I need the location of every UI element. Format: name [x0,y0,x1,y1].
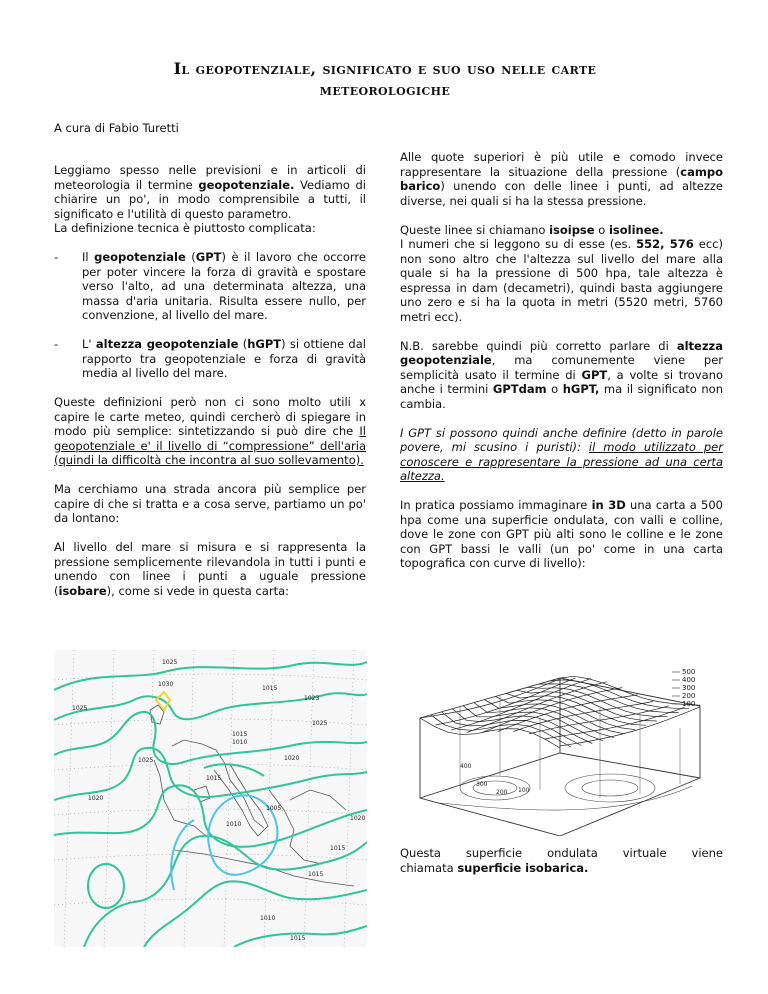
p3-gpt: GPT [581,367,608,382]
isobar-label: 1015 [262,685,278,692]
nb-paragraph [400,339,723,412]
isobar-label: 1020 [350,815,366,822]
isobar-map [54,650,367,947]
left-column [54,163,366,598]
right-column [400,150,723,571]
p3-text-4: o [546,382,563,396]
isoipse-paragraph [400,223,723,325]
para5-text-end: ), come si vede in questa carta: [106,583,290,598]
p4-underlined: il modo utilizzato per conoscere e rappresentare la pressione ad una certa altezza. [400,440,723,483]
definition-item-gpt [54,250,366,323]
def2-paren: ( [238,337,248,351]
scale-label: 200 [682,692,696,700]
isobar-label: 1015 [206,775,222,782]
isobar-label: 1015 [290,935,306,942]
isobar-label: 1015 [330,845,346,852]
caption-line-2 [400,861,723,876]
intro-paragraph [54,163,366,236]
p5-text: In pratica possiamo immaginare [400,498,592,512]
intro-text-1: Leggiamo spesso nelle previsioni e in articoli di meteorologia il termine [54,163,366,192]
isobar-label: 1010 [260,915,276,922]
def2-text: L' [82,337,96,351]
caption-line-1 [400,846,723,861]
def1-body: ) è il lavoro che occorre per poter vincere la forza di gravità e spostare verso l'alto, ad una determinata altezza, una massa d'aria unitaria. Risulta essere nullo, per convenzione, al livello del mare. [82,250,366,322]
isobar-label: 1025 [312,720,328,727]
isobar-label: 1030 [158,681,174,688]
scale-label: 300 [682,684,696,692]
title-line-1: Il geopotenziale, significato e suo uso nelle carte [173,59,597,78]
para5-term-isobare: isobare [58,583,107,598]
para5-text: Al livello del mare si misura e si rappresenta la pressione semplicemente rilevandola in tutti i punti e unendo con linee i punti a uguale pressione ( [54,540,366,598]
isobaric-surface-diagram [400,658,720,836]
scale-label: 100 [682,700,696,708]
p2-text-or: o [594,222,609,237]
isobar-label: 1020 [284,755,300,762]
p1-term: campo barico [400,164,723,193]
isobar-label: 1015 [232,731,248,738]
caption-word: superficie [465,846,523,860]
p3-text-3: , a volte si trovano anche i termini [400,367,723,396]
3d-paragraph [400,498,723,571]
intro-text-2: Vediamo di chiarire un po', in modo comprensibile a tutti, il significato e l'utilità di questo parametro. [54,177,366,221]
caption-word: ondulata [547,846,598,860]
scale-label: 500 [682,668,696,676]
simpler-path-paragraph: Ma cerchiamo una strada ancora più semplice per capire di che si tratta e a cosa serve, partiamo un po' da lontano: [54,482,366,525]
p5-term-3d: in 3D [591,498,626,512]
contour-label: 200 [496,789,508,796]
page-title [40,58,730,100]
list-dash: - [54,250,59,264]
para3-underlined: Il geopotenziale e' il livello di “compressione” dell'aria (quindi la difficoltà che incontra al suo sollevamento). [54,424,366,467]
contour-label: 100 [518,787,530,794]
p2-values: 552, 576 [636,237,694,251]
def1-text: Il [82,250,95,264]
def2-abbr: hGPT [247,337,282,351]
contour-label: 300 [476,781,488,788]
upper-levels-paragraph [400,150,723,208]
p3-text-5: ma il significato non cambia. [400,382,723,411]
p5-text-2: una carta a 500 hpa come una superficie ondulata, con valli e colline, dove le zone con GPT più alti sono le colline e le zone con GPT bassi le valli (un po' come in una carta topografica con curve di livello): [400,498,723,570]
p2-term-isolinee: isolinee. [608,222,664,237]
p1-text-end: ) unendo con delle linee i punti, ad altezze diverse, nei quali si ha la stessa pressione. [400,179,723,208]
def2-term: altezza geopotenziale [95,337,239,351]
author-line: A cura di Fabio Turetti [54,121,179,135]
definition-item-hgpt [54,337,366,381]
caption-term: superficie isobarica. [457,860,589,875]
p3-hgpt: hGPT, [562,382,600,396]
def2-body: ) si ottiene dal rapporto tra geopotenziale e forza di gravità media al livello del mare. [82,337,366,380]
caption-word: viene [691,846,723,860]
p3-term: altezza geopotenziale [400,338,723,367]
contour-label: 400 [460,763,472,770]
caption-text: chiamata [400,860,458,875]
p4-text: I GPT si possono quindi anche definire (detto in parole povere, mi scusino i puristi): [400,425,723,454]
isobar-label: 1010 [232,739,248,746]
def1-paren: ( [185,250,196,264]
p2-text: Queste linee si chiamano [400,222,550,237]
caption-word: virtuale [622,846,667,860]
isobar-label: 1025 [72,705,88,712]
intro-term-geopotenziale: geopotenziale. [198,177,295,192]
gpt-definition-italic [400,426,723,484]
p1-text: Alle quote superiori è più utile e comodo invece rappresentare la situazione della pressione ( [400,150,723,179]
p2-term-isoipse: isoipse [549,222,595,237]
isobar-label: 1005 [266,805,282,812]
isobar-label: 1020 [88,795,104,802]
isobar-label: 1025 [162,659,178,666]
isobar-label: 1015 [308,871,324,878]
simplified-definition-paragraph [54,395,366,468]
surface-caption [400,846,723,875]
p2-text-3: ecc) non sono altro che l'altezza sul livello del mare alla quale si ha la pressione di 500 hpa, tale altezza è espressa in dam (decametri), quindi basta aggiungere uno zero e si ha la quota in metri (5520 metri, 5760 metri ecc). [400,237,723,324]
title-line-2: meteorologiche [319,80,451,99]
list-dash: - [54,337,59,351]
p3-text-2: , ma comunemente viene per semplicità usato il termine di [400,353,723,382]
def1-abbr: GPT [195,250,222,264]
caption-word: Questa [400,846,441,860]
sea-level-paragraph [54,540,366,598]
para3-text: Queste definizioni però non ci sono molto utili x capire le carte meteo, quindi cercherò di spiegare in modo più semplice: sintetizzando si può dire che [54,395,366,438]
isobar-label: 1023 [304,695,320,702]
isobar-label: 1025 [138,757,154,764]
def1-term: geopotenziale [94,250,186,264]
p2-text-2: I numeri che si leggono su di esse (es. [400,237,637,251]
scale-label: 400 [682,676,696,684]
p3-text: N.B. sarebbe quindi più corretto parlare di [400,338,677,353]
isobar-label: 1010 [226,821,242,828]
intro-text-3: La definizione tecnica è piuttosto complicata: [54,221,316,235]
p3-gptdam: GPTdam [492,382,547,396]
